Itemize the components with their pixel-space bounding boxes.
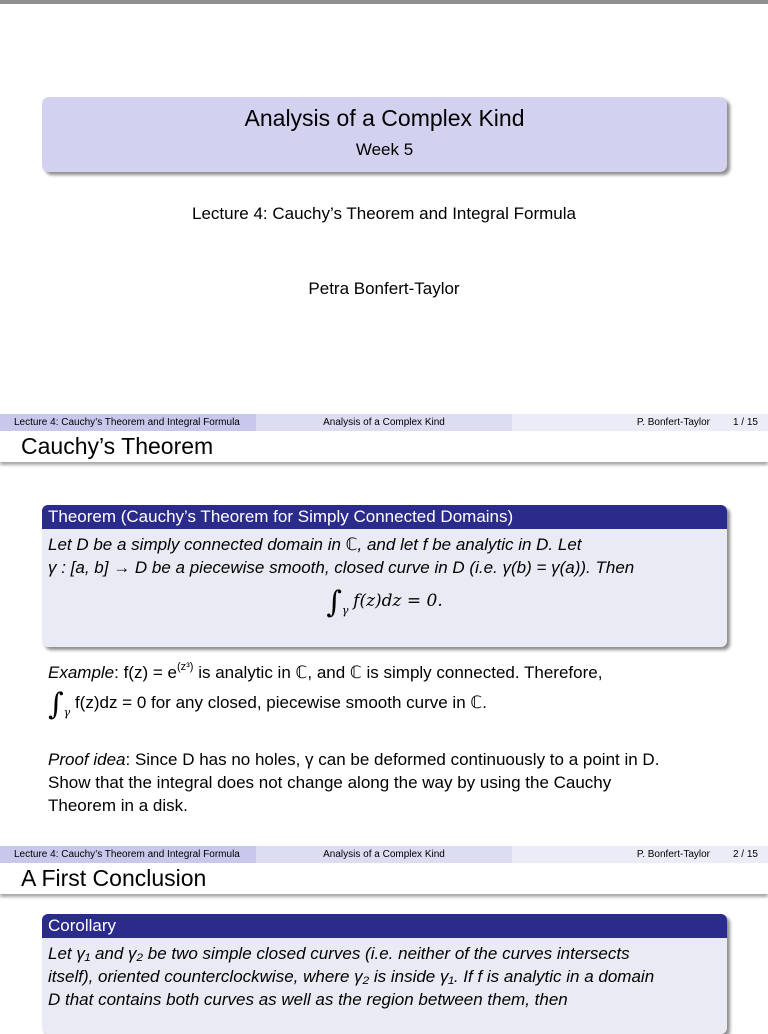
integral-subscript: γ — [63, 706, 71, 719]
corollary-block-title: Corollary — [42, 914, 727, 938]
footline-slide-1 — [0, 414, 768, 431]
footline-author: P. Bonfert-Taylor — [636, 849, 710, 860]
proof-label: Proof idea — [48, 750, 126, 769]
frame-title-bar — [0, 864, 768, 894]
integral-subscript: γ — [341, 604, 349, 617]
integral-body: f(z)dz = 0. — [353, 591, 443, 611]
proof-text: Show that the integral does not change along the way by using the Cauchy — [48, 773, 612, 792]
proof-paragraph — [48, 748, 738, 817]
footline-lecture: Lecture 4: Cauchy’s Theorem and Integral Formula — [14, 849, 240, 860]
theorem-block-title: Theorem (Cauchy’s Theorem for Simply Connected Domains) — [42, 505, 727, 529]
presentation-subtitle: Week 5 — [355, 140, 414, 159]
example-paragraph — [48, 661, 738, 722]
example-text: is analytic in ℂ, and ℂ is simply connected. Therefore, — [193, 663, 603, 682]
footline-author: P. Bonfert-Taylor — [636, 417, 710, 428]
theorem-integral — [48, 585, 721, 620]
lecture-title: Lecture 4: Cauchy’s Theorem and Integral Formula — [192, 204, 576, 223]
theorem-line: Let D be a simply connected domain in ℂ, and let f be analytic in D. Let — [48, 535, 582, 554]
footline-course: Analysis of a Complex Kind — [256, 414, 512, 431]
frame-title: Cauchy’s Theorem — [21, 433, 214, 459]
footline-lecture: Lecture 4: Cauchy’s Theorem and Integral Formula — [14, 417, 240, 428]
corollary-line: D that contains both curves as well as the region between them, then — [48, 990, 568, 1009]
theorem-block — [42, 505, 727, 647]
corollary-line: Let γ₁ and γ₂ be two simple closed curves (i.e. neither of the curves intersects — [48, 944, 630, 963]
example-label: Example — [48, 663, 115, 682]
footline-page: 2 / 15 — [732, 849, 758, 860]
footline-page: 1 / 15 — [732, 417, 758, 428]
theorem-line: γ : [a, b] → D be a piecewise smooth, closed curve in D (i.e. γ(b) = γ(a)). Then — [48, 558, 635, 577]
footline-slide-2 — [0, 846, 768, 863]
example-exponent: (z³) — [176, 661, 194, 673]
frame-title-bar — [0, 432, 768, 462]
title-box — [42, 97, 727, 172]
proof-text: : Since D has no holes, γ can be deformed continuously to a point in D. — [125, 750, 660, 769]
presentation-title: Analysis of a Complex Kind — [244, 105, 525, 131]
top-rule — [0, 0, 768, 4]
integral-sign: ∫ — [48, 687, 64, 722]
author-name: Petra Bonfert-Taylor — [308, 279, 460, 298]
example-text: : f(z) = e — [114, 663, 177, 682]
proof-text: Theorem in a disk. — [48, 796, 188, 815]
integral-sign: ∫ — [326, 585, 342, 620]
footline-course: Analysis of a Complex Kind — [256, 846, 512, 863]
example-text: f(z)dz = 0 for any closed, piecewise smooth curve in ℂ. — [74, 693, 487, 712]
corollary-block — [42, 914, 727, 1034]
frame-title: A First Conclusion — [21, 865, 207, 891]
corollary-line: itself), oriented counterclockwise, where γ₂ is inside γ₁. If f is analytic in a domain — [48, 967, 655, 986]
